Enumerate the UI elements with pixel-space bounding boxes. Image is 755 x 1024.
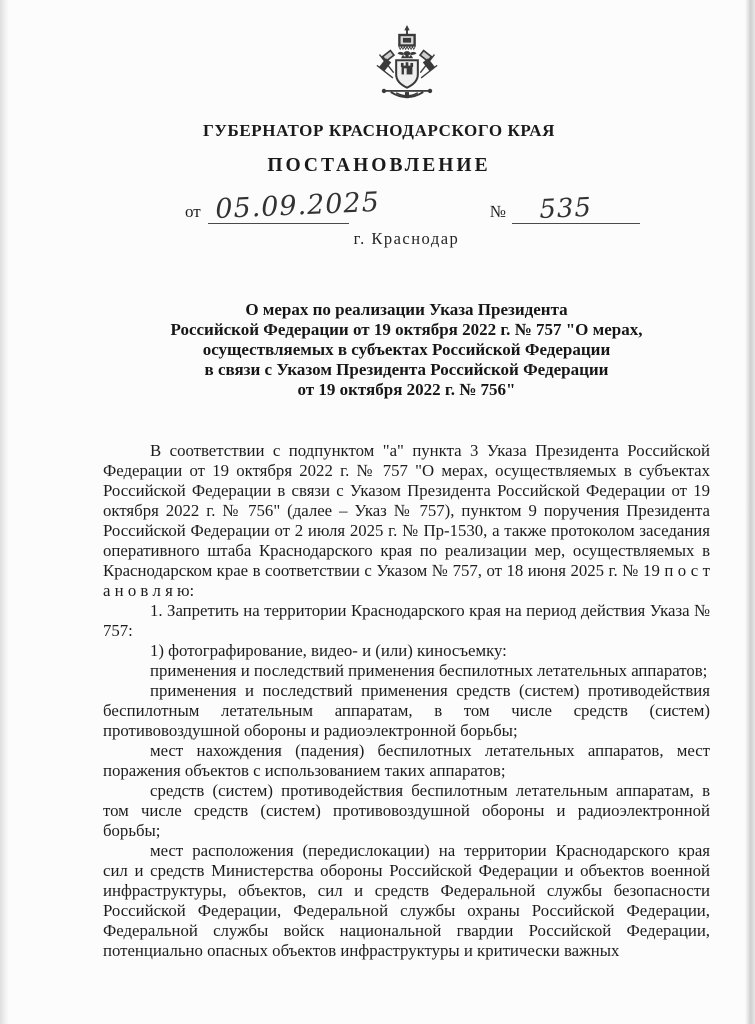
body-paragraph: 1. Запретить на территории Краснодарского края на период действия Указа № 757: (103, 601, 710, 640)
document-body (103, 441, 710, 961)
number-group (490, 193, 640, 224)
date-underline (208, 186, 381, 225)
number-label: № (489, 202, 506, 221)
scan-edge-right (745, 0, 755, 1024)
body-paragraph: применения и последствий применения средств (систем) противодействия беспилотным летательным аппаратам, в том числе средств (систем) противовоздушной обороны и радиоэлектронной борьбы; (103, 681, 710, 740)
title-line: Российской Федерации от 19 октября 2022 г. № 757 "О мерах, (170, 320, 643, 339)
date-group (185, 186, 381, 225)
body-paragraph: применения и последствий применения беспилотных летательных аппаратов; (150, 661, 708, 680)
scan-edge-left (0, 0, 9, 1024)
body-paragraph: 1) фотографирование, видео- и (или) киносъемку: (150, 641, 507, 660)
city-line: г. Краснодар (353, 229, 460, 248)
title-line: осуществляемых в субъектах Российской Федерации (202, 340, 611, 359)
title-line: в связи с Указом Президента Российской Федерации (204, 360, 609, 379)
handwritten-date: 05.09.2025 (214, 186, 381, 225)
document-content (103, 0, 710, 961)
handwritten-number: 535 (538, 192, 593, 225)
date-number-row (103, 186, 710, 225)
body-paragraph: мест расположения (передислокации) на территории Краснодарского края сил и средств Министерства обороны Российской Федерации и объектов военной инфраструктуры, объектов, сил и средств Федеральной службы безопасности Российской Федерации, Федеральной службы охраны Российской Федерации, Федеральной службы войск национальной гвардии Российской Федерации, потенциально опасных объектов инфраструктуры и критически важных (103, 841, 710, 960)
document-title (103, 300, 710, 400)
coat-of-arms-icon (373, 25, 441, 109)
body-paragraph: В соответствии с подпунктом "а" пункта 3 Указа Президента Российской Федерации от 19 октября 2022 г. № 757 "О мерах, осуществляемых в субъектах Российской Федерации в связи с Указом Президента Российской Федерации от 19 октября 2022 г. № 756" (далее – Указ № 757), пунктом 9 поручения Президента Российской Федерации от 2 июля 2025 г. № Пр-1530, а также протоколом заседания оперативного штаба Краснодарского края по реализации мер, осуществляемых в Краснодарском крае в соответствии с Указом № 757, от 18 июня 2025 г. № 19 п о с т а н о в л я ю: (103, 441, 710, 600)
date-label: от (185, 202, 201, 221)
number-underline (512, 193, 640, 224)
org-name: ГУБЕРНАТОР КРАСНОДАРСКОГО КРАЯ (203, 121, 555, 140)
body-paragraph: средств (систем) противодействия беспилотным летательным аппаратам, в том числе средств (систем) противовоздушной обороны и радиоэлектронной борьбы; (103, 781, 710, 840)
title-line: О мерах по реализации Указа Президента (245, 300, 568, 319)
title-line: от 19 октября 2022 г. № 756" (297, 380, 516, 399)
document-type-title: ПОСТАНОВЛЕНИЕ (267, 155, 491, 176)
body-paragraph: мест нахождения (падения) беспилотных летательных аппаратов, мест поражения объектов с использованием таких аппаратов; (103, 741, 710, 780)
